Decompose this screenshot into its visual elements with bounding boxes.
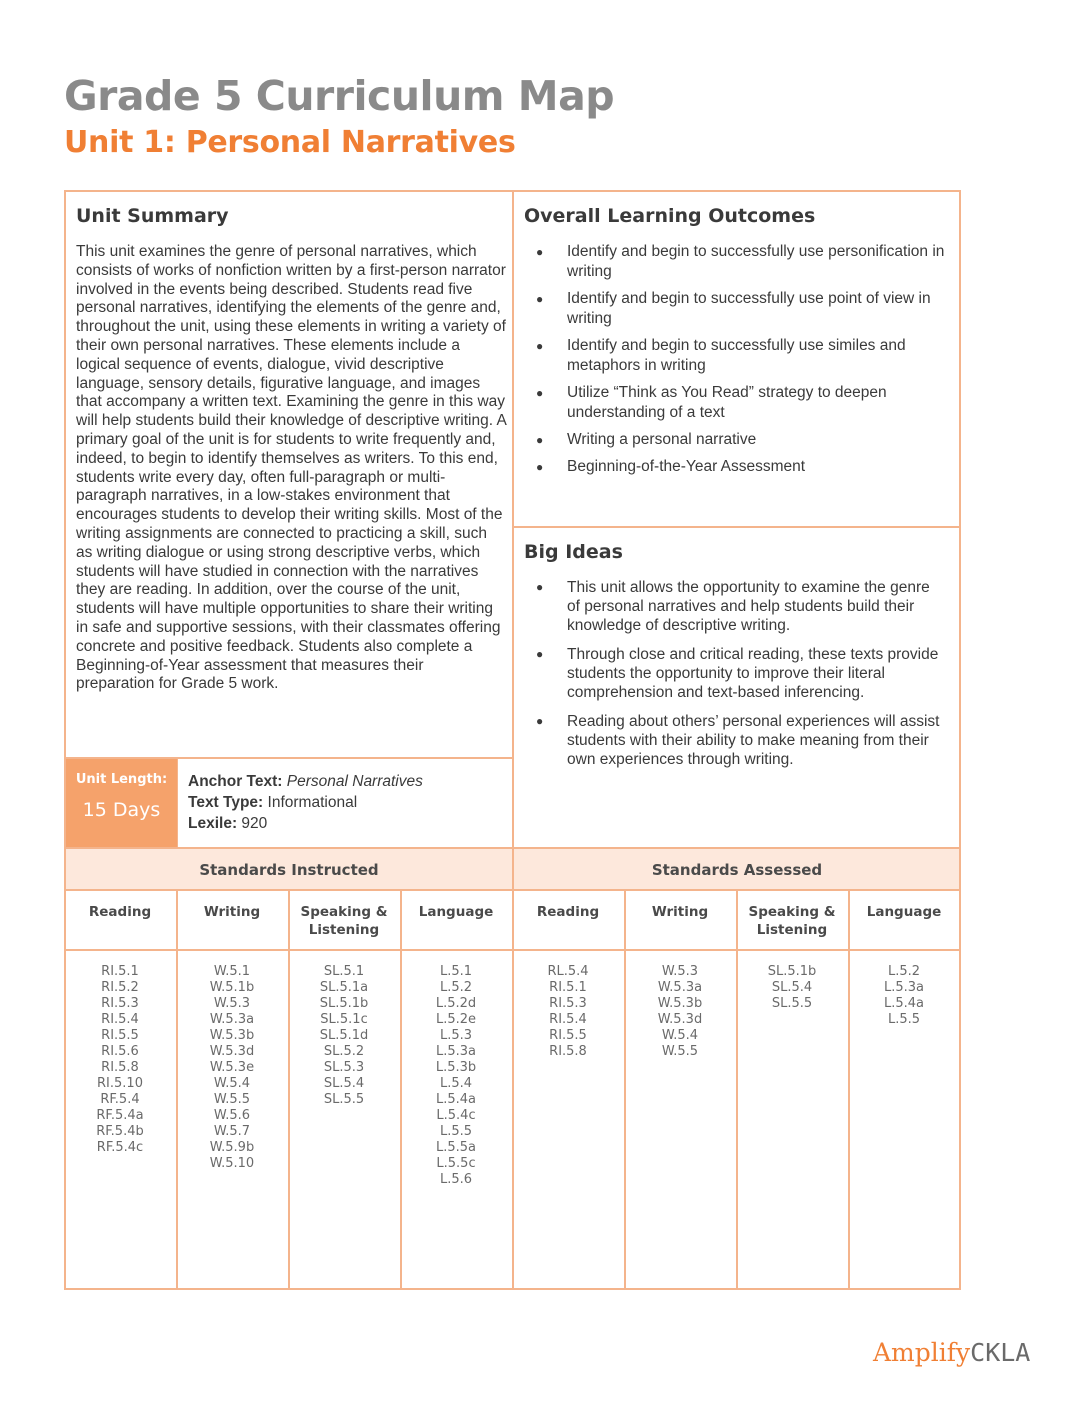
list-item: ● Reading about others’ personal experiences will assist students with their ability to make meaning from their own experiences through writing.: [536, 713, 940, 768]
standard-code: W.5.3b: [657, 996, 703, 1011]
standard-code: W.5.3a: [657, 980, 703, 995]
standard-code: RI.5.8: [549, 1044, 587, 1059]
column-header: Speaking & Listening: [300, 904, 388, 938]
standard-code: L.5.4c: [436, 1108, 476, 1123]
standard-code: RI.5.1: [101, 964, 139, 979]
standards-list: [64, 964, 176, 1156]
standards-list: [288, 964, 400, 1108]
standards-list: [624, 964, 736, 1060]
list-item: ● Writing a personal narrative: [536, 431, 757, 448]
standard-code: L.5.4a: [883, 996, 924, 1011]
standard-code: SL.5.1c: [320, 1012, 368, 1027]
standard-code: SL.5.1b: [319, 996, 369, 1011]
standards-list: [176, 964, 288, 1172]
standard-code: L.5.4: [439, 1076, 473, 1091]
standard-code: W.5.3: [661, 964, 699, 979]
standards-list: [736, 964, 848, 1012]
brand-logo: [873, 1338, 1030, 1367]
standard-code: SL.5.5: [771, 996, 813, 1011]
standard-code: RI.5.8: [101, 1060, 139, 1075]
divider: [513, 526, 960, 528]
column-header: Reading: [88, 904, 152, 920]
divider: [512, 191, 514, 849]
standard-code: W.5.1: [213, 964, 251, 979]
unit-length-label: Unit Length:: [75, 772, 168, 787]
divider: [848, 890, 850, 1289]
standard-code: W.5.3e: [209, 1060, 255, 1075]
standard-code: RL.5.4: [547, 964, 589, 979]
lexile-label: Lexile:: [188, 815, 238, 832]
standard-code: RI.5.3: [549, 996, 587, 1011]
standards-list: [400, 964, 512, 1188]
standard-code: RF.5.4a: [96, 1108, 144, 1123]
column-header: Writing: [651, 904, 709, 920]
standard-code: W.5.3d: [209, 1044, 255, 1059]
outcomes-heading: Overall Learning Outcomes: [524, 205, 816, 227]
standard-code: RI.5.3: [101, 996, 139, 1011]
list-item: ● Identify and begin to successfully use personification in writing: [536, 243, 945, 280]
unit-length-value: 15 Days: [82, 799, 161, 821]
standard-code: W.5.1b: [209, 980, 255, 995]
list-item: ● Through close and critical reading, these texts provide students the opportunity to improve their literal comprehension and text-based inferencing.: [536, 646, 939, 701]
divider: [624, 890, 626, 1289]
page-subtitle: Unit 1: Personal Narratives: [64, 125, 516, 160]
divider: [736, 890, 738, 1289]
standard-code: L.5.2: [439, 980, 473, 995]
standards-instructed-label: Standards Instructed: [199, 861, 379, 879]
list-item: ● Utilize “Think as You Read” strategy to deepen understanding of a text: [536, 384, 887, 421]
column-header: Writing: [203, 904, 261, 920]
lexile-value: 920: [241, 815, 268, 832]
standard-code: RI.5.2: [101, 980, 139, 995]
standard-code: RF.5.4: [100, 1092, 140, 1107]
list-item: ● Identify and begin to successfully use similes and metaphors in writing: [536, 337, 906, 374]
text-type-value: Informational: [267, 794, 358, 811]
page-title: Grade 5 Curriculum Map: [64, 72, 615, 120]
standard-code: W.5.5: [213, 1092, 251, 1107]
standards-assessed-label: Standards Assessed: [651, 861, 823, 879]
standard-code: L.5.2d: [435, 996, 477, 1011]
unit-summary-heading: Unit Summary: [76, 205, 229, 227]
brand-ckla: CKLA: [970, 1338, 1031, 1367]
standard-code: W.5.4: [661, 1028, 699, 1043]
standard-code: RI.5.10: [97, 1076, 143, 1091]
standard-code: RI.5.5: [549, 1028, 587, 1043]
standard-code: SL.5.1: [323, 964, 365, 979]
standard-code: RI.5.5: [101, 1028, 139, 1043]
standard-code: W.5.7: [213, 1124, 251, 1139]
standard-code: L.5.6: [439, 1172, 473, 1187]
anchor-info: [188, 771, 423, 834]
standard-code: L.5.3a: [435, 1044, 476, 1059]
standard-code: SL.5.1a: [319, 980, 369, 995]
list-item: ● This unit allows the opportunity to examine the genre of personal narratives and help students build their knowledge of descriptive writing.: [536, 579, 930, 634]
outcomes-list: [524, 242, 949, 484]
standard-code: L.5.5: [887, 1012, 921, 1027]
unit-summary-text: This unit examines the genre of personal narratives, which consists of works of nonfiction written by a first-person narrator involved in the events being described. Students read five personal narratives, identifying the elements of the genre and, throughout the unit, using these elements in writing a variety of their own personal narratives. These elements include a logical sequence of events, dialogue, vivid descriptive language, sensory details, figurative language, and images that accompany a written text. Examining the genre in this way will help students build their knowledge of descriptive writing. A primary goal of the unit is for students to write frequently and, indeed, to begin to identify themselves as writers. To this end, students write every day, often full-paragraph or multi-paragraph narratives, in a low-stakes environment that encourages students to develop their writing skills. Most of the writing assignments are connected to practicing a skill, such as writing dialogue or using strong descriptive verbs, which students will have studied in connection with the narratives they are reading. In addition, over the course of the unit, students will have multiple opportunities to share their writing in safe and supportive sessions, with their classmates offering concrete and positive feedback. Students also complete a Beginning-of-Year assessment that measures their preparation for Grade 5 work.: [76, 243, 506, 693]
standard-code: L.5.2: [887, 964, 921, 979]
standard-code: SL.5.1b: [767, 964, 817, 979]
standard-code: RI.5.4: [549, 1012, 587, 1027]
standard-code: W.5.6: [213, 1108, 251, 1123]
standard-code: L.5.3: [439, 1028, 473, 1043]
column-header: Reading: [536, 904, 600, 920]
standard-code: L.5.5c: [436, 1156, 476, 1171]
text-type-label: Text Type:: [188, 794, 264, 811]
brand-amplify: Amplify: [873, 1338, 971, 1367]
standard-code: SL.5.4: [771, 980, 813, 995]
standard-code: W.5.4: [213, 1076, 251, 1091]
standard-code: W.5.3d: [657, 1012, 703, 1027]
standard-code: L.5.1: [439, 964, 473, 979]
column-header: Language: [866, 904, 942, 920]
standard-code: W.5.5: [661, 1044, 699, 1059]
standard-code: W.5.3a: [209, 1012, 255, 1027]
standard-code: SL.5.4: [323, 1076, 365, 1091]
standard-code: SL.5.5: [323, 1092, 365, 1107]
standard-code: RF.5.4b: [96, 1124, 144, 1139]
standard-code: L.5.2e: [435, 1012, 477, 1027]
standard-code: W.5.9b: [209, 1140, 255, 1155]
standard-code: W.5.10: [209, 1156, 255, 1171]
anchor-text-value: Personal Narratives: [286, 773, 423, 790]
column-header: Speaking & Listening: [748, 904, 836, 938]
column-header: Language: [418, 904, 494, 920]
standard-code: RI.5.6: [101, 1044, 139, 1059]
standards-list: [848, 964, 960, 1028]
list-item: ● Identify and begin to successfully use point of view in writing: [536, 290, 931, 327]
anchor-text-label: Anchor Text:: [188, 773, 283, 790]
big-ideas-list: [524, 578, 944, 779]
standard-code: RF.5.4c: [96, 1140, 144, 1155]
standard-code: RI.5.4: [101, 1012, 139, 1027]
standard-code: L.5.3b: [435, 1060, 477, 1075]
list-item: ● Beginning-of-the-Year Assessment: [536, 458, 806, 475]
unit-length-box: [66, 759, 177, 847]
big-ideas-heading: Big Ideas: [524, 541, 623, 563]
standard-code: L.5.3a: [883, 980, 924, 995]
standard-code: W.5.3: [213, 996, 251, 1011]
standard-code: W.5.3b: [209, 1028, 255, 1043]
standard-code: SL.5.2: [323, 1044, 365, 1059]
standard-code: L.5.5: [439, 1124, 473, 1139]
standard-code: L.5.4a: [435, 1092, 476, 1107]
standard-code: L.5.5a: [435, 1140, 476, 1155]
standards-list: [512, 964, 624, 1060]
standard-code: SL.5.3: [323, 1060, 365, 1075]
standard-code: SL.5.1d: [319, 1028, 369, 1043]
standard-code: RI.5.1: [549, 980, 587, 995]
